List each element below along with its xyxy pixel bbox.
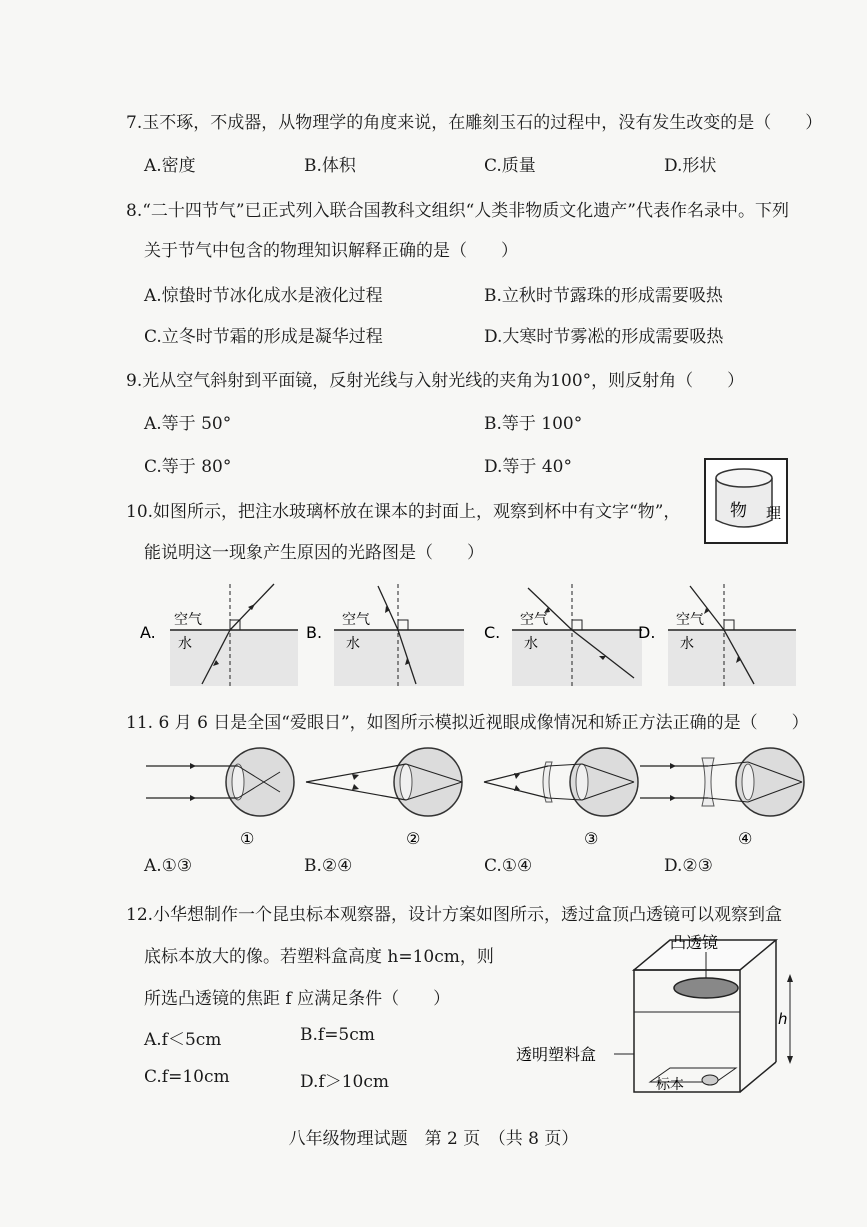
q9-option-a: A.等于 50° bbox=[144, 414, 232, 434]
svg-text:A.: A. bbox=[140, 623, 156, 642]
q8-option-d: D.大寒时节雾凇的形成需要吸热 bbox=[484, 327, 724, 347]
svg-text:空气: 空气 bbox=[174, 612, 202, 628]
q10-stem-line1: 10.如图所示，把注水玻璃杯放在课本的封面上，观察到杯中有文字“物”， bbox=[126, 502, 681, 522]
q12-stem-line2: 底标本放大的像。若塑料盒高度 h=10cm，则 bbox=[144, 947, 494, 967]
q10-stem-line2: 能说明这一现象产生原因的光路图是（ ） bbox=[144, 543, 484, 563]
svg-text:B.: B. bbox=[306, 623, 323, 642]
q9-option-c: C.等于 80° bbox=[144, 457, 232, 477]
q9-option-d: D.等于 40° bbox=[484, 457, 572, 477]
q12-option-b: B.f=5cm bbox=[300, 1025, 375, 1045]
svg-text:④: ④ bbox=[738, 829, 753, 848]
svg-text:空气: 空气 bbox=[676, 612, 704, 628]
q11-option-d: D.②③ bbox=[664, 856, 713, 876]
svg-text:D.: D. bbox=[638, 623, 656, 642]
q11-eye-figure-2 bbox=[302, 742, 472, 852]
q11-option-a: A.①③ bbox=[144, 856, 193, 876]
box-label: 透明塑料盒 bbox=[516, 1045, 597, 1064]
q12-stem-line3: 所选凸透镜的焦距 f 应满足条件（ ） bbox=[144, 989, 451, 1009]
q8-option-b: B.立秋时节露珠的形成需要吸热 bbox=[484, 286, 723, 306]
page-footer: 八年级物理试题 第 2 页 （共 8 页） bbox=[288, 1129, 579, 1149]
svg-text:水: 水 bbox=[680, 636, 694, 652]
q9-stem: 9.光从空气斜射到平面镜，反射光线与入射光线的夹角为100°，则反射角（ ） bbox=[126, 371, 745, 391]
q10-diagram-c bbox=[484, 580, 644, 690]
q11-option-b: B.②④ bbox=[304, 856, 353, 876]
svg-text:水: 水 bbox=[524, 636, 538, 652]
q11-eye-figure-1 bbox=[140, 742, 310, 852]
q7-stem: 7.玉不琢，不成器，从物理学的角度来说，在雕刻玉石的过程中，没有发生改变的是（ ） bbox=[126, 113, 823, 133]
q8-stem-line1: 8.“二十四节气”已正式列入联合国教科文组织“人类非物质文化遗产”代表作名录中。下列 bbox=[126, 201, 789, 221]
q12-option-a: A.f＜5cm bbox=[144, 1030, 222, 1050]
svg-text:①: ① bbox=[240, 829, 255, 848]
q12-stem-line1: 12.小华想制作一个昆虫标本观察器，设计方案如图所示，透过盒顶凸透镜可以观察到盒 bbox=[126, 905, 783, 925]
q12-option-d: D.f＞10cm bbox=[300, 1072, 389, 1092]
q7-option-b: B.体积 bbox=[304, 156, 356, 176]
q10-diagram-d bbox=[638, 580, 798, 690]
q12-box-figure bbox=[510, 930, 810, 1110]
q7-option-a: A.密度 bbox=[144, 156, 196, 176]
q8-option-a: A.惊蛰时节冰化成水是液化过程 bbox=[144, 286, 383, 306]
q9-option-b: B.等于 100° bbox=[484, 414, 583, 434]
q7-option-d: D.形状 bbox=[664, 156, 717, 176]
q8-stem-line2: 关于节气中包含的物理知识解释正确的是（ ） bbox=[144, 241, 518, 261]
cup-char-wu: 物 bbox=[730, 501, 747, 521]
svg-text:水: 水 bbox=[346, 636, 360, 652]
q10-diagram-a bbox=[140, 580, 300, 690]
svg-text:C.: C. bbox=[484, 623, 501, 642]
q11-eye-figure-4 bbox=[636, 742, 806, 852]
q11-option-c: C.①④ bbox=[484, 856, 533, 876]
height-label: h bbox=[778, 1010, 788, 1028]
q11-eye-figure-3 bbox=[480, 742, 650, 852]
q10-cup-figure bbox=[704, 458, 788, 544]
svg-text:③: ③ bbox=[584, 829, 599, 848]
q11-stem: 11. 6 月 6 日是全国“爱眼日”，如图所示模拟近视眼成像情况和矫正方法正确的是（ ） bbox=[126, 713, 809, 733]
svg-text:水: 水 bbox=[178, 636, 192, 652]
svg-text:空气: 空气 bbox=[520, 612, 548, 628]
specimen-label: 标本 bbox=[656, 1077, 684, 1093]
cup-char-li: 理 bbox=[766, 504, 782, 522]
q12-option-c: C.f=10cm bbox=[144, 1067, 230, 1087]
lens-label: 凸透镜 bbox=[670, 933, 719, 952]
q7-option-c: C.质量 bbox=[484, 156, 536, 176]
svg-text:②: ② bbox=[406, 829, 421, 848]
svg-text:空气: 空气 bbox=[342, 612, 370, 628]
q10-diagram-b bbox=[306, 580, 466, 690]
q8-option-c: C.立冬时节霜的形成是凝华过程 bbox=[144, 327, 383, 347]
